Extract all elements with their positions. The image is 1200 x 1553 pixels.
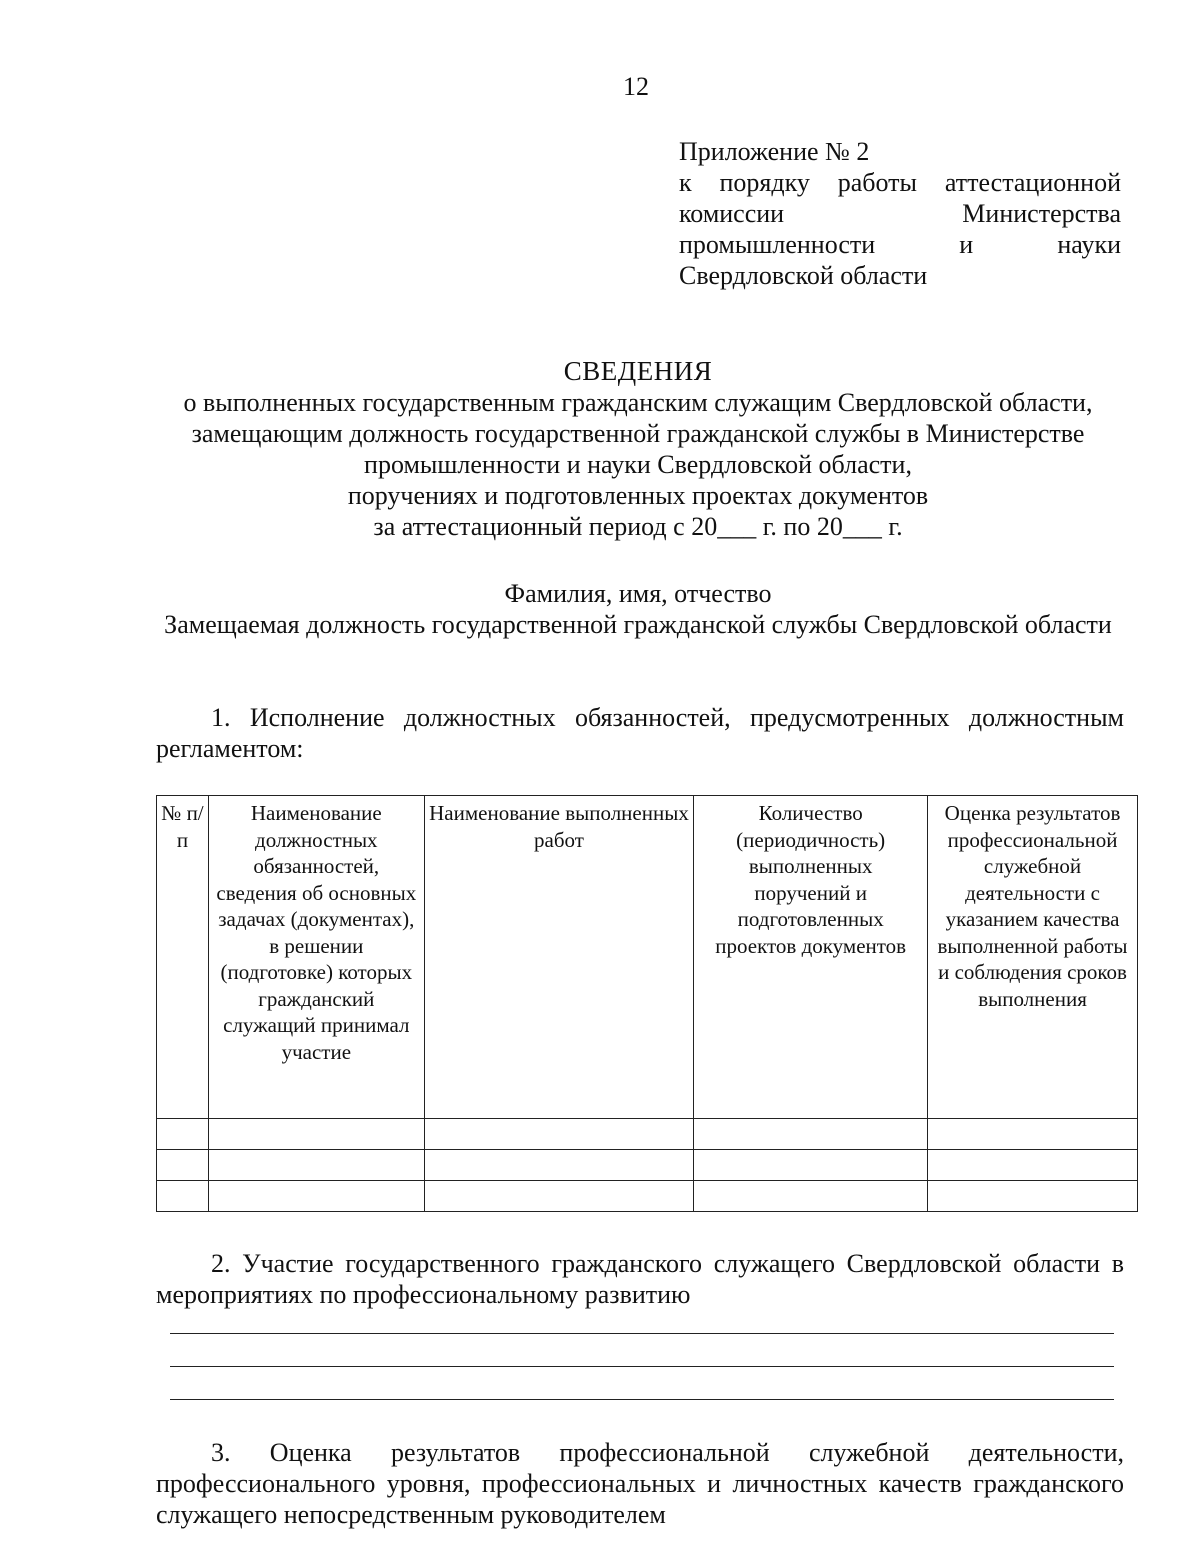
table-cell[interactable]: [694, 1119, 928, 1150]
annex-line: комиссии Министерства: [679, 199, 1121, 228]
fill-line[interactable]: [170, 1367, 1114, 1400]
duties-table: [156, 795, 1138, 1212]
section-1-text: 1. Исполнение должностных обязанностей, предусмотренных должностным регламентом:: [156, 703, 1124, 763]
header-works: Наименование выполненных работ: [424, 796, 694, 1119]
table-row: [157, 1181, 1138, 1212]
table-cell[interactable]: [928, 1181, 1138, 1212]
table-row: [157, 1150, 1138, 1181]
heading-line: промышленности и науки Свердловской области,: [364, 450, 912, 479]
table-cell[interactable]: [157, 1119, 209, 1150]
table-cell[interactable]: [928, 1119, 1138, 1150]
table-cell[interactable]: [694, 1181, 928, 1212]
heading-line: о выполненных государственным гражданским служащим Свердловской области,: [183, 388, 1093, 417]
table-row: [157, 1119, 1138, 1150]
table-cell[interactable]: [208, 1181, 424, 1212]
annex-line: к порядку работы аттестационной: [679, 168, 1121, 197]
table-header-row: [157, 796, 1138, 1119]
table-cell[interactable]: [157, 1181, 209, 1212]
heading-line: поручениях и подготовленных проектах документов: [347, 481, 929, 510]
section-2-fill-lines: [170, 1333, 1114, 1400]
header-evaluation: Оценка результатов профессиональной служебной деятельности с указанием качества выполненной работы и соблюдения сроков выполнения: [928, 796, 1138, 1119]
table-cell[interactable]: [157, 1150, 209, 1181]
annex-line: Свердловской области: [679, 261, 928, 290]
section-3-text: 3. Оценка результатов профессиональной служебной деятельности, профессионального уровня, профессиональных и личностных качеств гражданского служащего непосредственным руководителем: [156, 1438, 1124, 1529]
table-cell[interactable]: [208, 1119, 424, 1150]
heading-line: за аттестационный период с 20___ г. по 20___ г.: [373, 512, 903, 541]
header-quantity: Количество (периодичность) выполненных поручений и подготовленных проектов документов: [694, 796, 928, 1119]
document-title: СВЕДЕНИЯ: [563, 356, 713, 386]
annex-line: Приложение № 2: [679, 137, 870, 166]
table-cell[interactable]: [424, 1150, 694, 1181]
annex-line: промышленности и науки: [679, 230, 1121, 259]
position-label: Замещаемая должность государственной гражданской службы Свердловской области: [164, 610, 1112, 639]
document-heading: [150, 356, 1126, 542]
table-cell[interactable]: [694, 1150, 928, 1181]
page-number: 12: [623, 72, 649, 101]
table-cell[interactable]: [208, 1150, 424, 1181]
header-duties: Наименование должностных обязанностей, сведения об основных задачах (документах), в решении (подготовке) которых гражданский служащий принимал участие: [208, 796, 424, 1119]
table-cell[interactable]: [928, 1150, 1138, 1181]
header-number: № п/п: [157, 796, 209, 1119]
employee-info-labels: [150, 578, 1126, 640]
table-cell[interactable]: [424, 1181, 694, 1212]
fill-line[interactable]: [170, 1334, 1114, 1367]
heading-line: замещающим должность государственной гражданской службы в Министерстве: [191, 419, 1085, 448]
table-cell[interactable]: [424, 1119, 694, 1150]
annex-block: [679, 136, 1121, 291]
section-2-text: 2. Участие государственного гражданского служащего Свердловской области в мероприятиях по профессиональному развитию: [156, 1249, 1124, 1309]
fio-label: Фамилия, имя, отчество: [504, 579, 772, 608]
